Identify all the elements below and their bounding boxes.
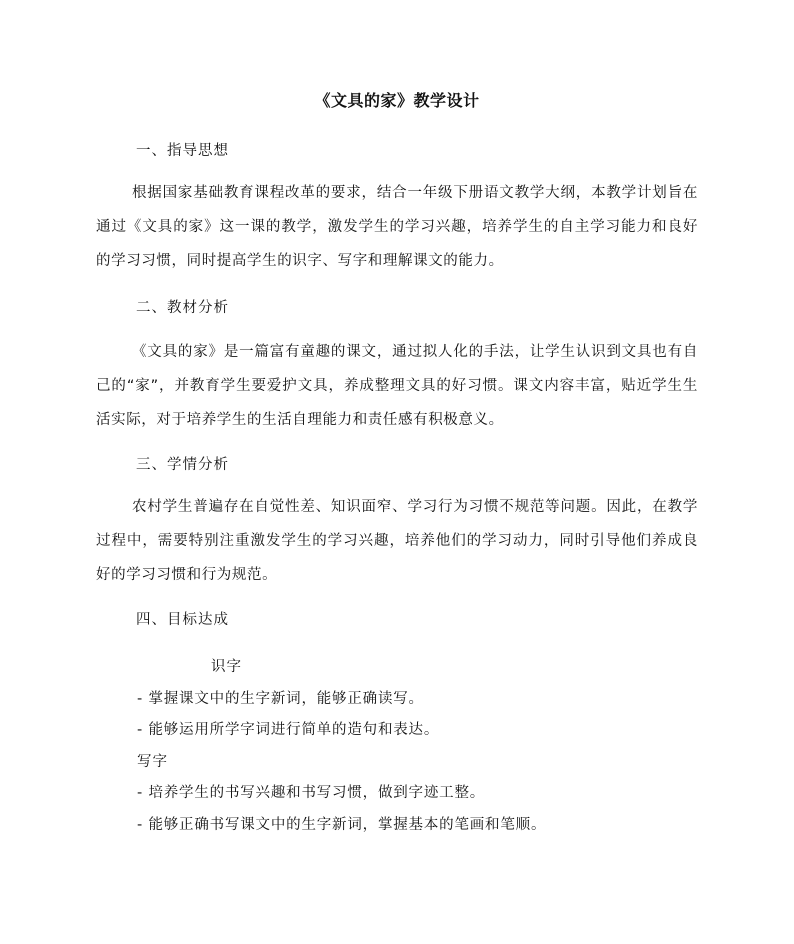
- goal-item: - 能够运用所学字词进行简单的造句和表达。: [137, 722, 440, 738]
- goal-item: - 掌握课文中的生字新词，能够正确读写。: [137, 691, 424, 707]
- section-heading-learner-analysis: 三、学情分析: [136, 457, 229, 473]
- goal-item: - 能够正确书写课文中的生字新词，掌握基本的笔画和笔顺。: [137, 817, 547, 833]
- goal-label-literacy: 识字: [211, 659, 242, 675]
- section-heading-material-analysis: 二、教材分析: [136, 300, 229, 316]
- document-title: 《文具的家》教学设计: [314, 91, 480, 110]
- goal-item: - 培养学生的书写兴趣和书写习惯，做到字迹工整。: [137, 785, 486, 801]
- section-paragraph-guiding-ideology: 根据国家基础教育课程改革的要求，结合一年级下册语文教学大纲，本教学计划旨在通过《文具的家》这一课的教学，激发学生的学习兴趣，培养学生的自主学习能力和良好的学习习惯，同时提高学生的识字、写字和理解课文的能力。: [96, 185, 698, 269]
- section-paragraph-learner-analysis: 农村学生普遍存在自觉性差、知识面窄、学习行为习惯不规范等问题。因此，在教学过程中，需要特别注重激发学生的学习兴趣，培养他们的学习动力，同时引导他们养成良好的学习习惯和行为规范。: [96, 499, 698, 583]
- section-heading-guiding-ideology: 一、指导思想: [136, 143, 229, 159]
- section-paragraph-material-analysis: 《文具的家》是一篇富有童趣的课文，通过拟人化的手法，让学生认识到文具也有自己的“家”，并教育学生要爱护文具，养成整理文具的好习惯。课文内容丰富，贴近学生生活实际，对于培养学生的生活自理能力和责任感有积极意义。: [96, 344, 698, 428]
- section-heading-goals: 四、目标达成: [136, 612, 229, 628]
- goal-label-writing: 写字: [137, 754, 168, 770]
